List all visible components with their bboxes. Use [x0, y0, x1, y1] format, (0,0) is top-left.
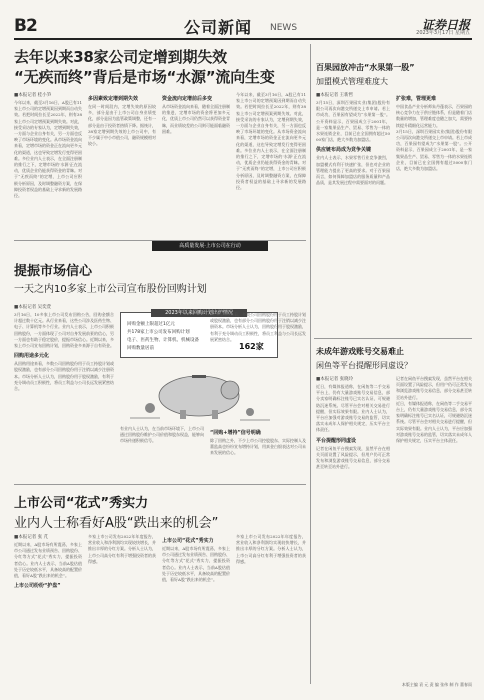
rule [314, 338, 472, 339]
flower-body: 近期以来，A股市场有所震荡，多家上市公司通过发布业绩预告、回购股份、分红等方式“花式”秀实力，提振投资者信心。业内人士表示，当前A股估值处于历史较低水平，具备较高的配置价值，看好A股“跌出来的机会”。 [14, 542, 82, 579]
flower-body-3: 近期以来，A股市场有所震荡，多家上市公司通过发布业绩预告、回购股份、分红等方式“花式”秀实力，提振投资者信心。业内人士表示，当前A股估值处于历史较低水平，具备较高的配置价值，看好A股“跌出来的机会”。 [162, 546, 230, 583]
right-bottom-headline-line2: 闲鱼等平台提醒形同虚设？ [316, 361, 412, 370]
rule [14, 484, 306, 485]
buyback-col-2 [120, 426, 204, 482]
right-bottom-headline-line1: 未成年游戏账号交易难止 [316, 347, 404, 356]
buyback-body-5: 从回购用途来看，多数公司回购股份用于员工持股计划或股权激励，也有部分公司回购股份用于注销以减少注册资本。市场分析人士认为，回购股份用于股权激励，有利于充分调动员工积极性，将员工利益与公司长远发展紧密结合。 [210, 312, 306, 342]
buyback-body-2: 从回购用途来看，多数公司回购股份用于员工持股计划或股权激励，也有部分公司回购股份用于注销以减少注册资本。市场分析人士认为，回购股份用于股权激励，有利于充分调动员工积极性，将员工利益与公司长远发展紧密结合。 [14, 361, 114, 392]
card-title: 2023年以来回购计划出炉情况 [151, 309, 247, 317]
flower-col-4 [236, 534, 306, 680]
buyback-body: 3月16日，10多家上市公司发布回购公告，回购金额合计超过数十亿元。从行业来看，这些公司涉及医药生物、电子、计算机等多个行业。业内人士表示，上市公司积极回购股份，一方面体现了公司对自身发展前景的信心，另一方面也有助于稳定股价，提振市场信心。近期以来，多家上市公司宣布回购计划，回购资金多来源于自有资金。 [14, 312, 114, 349]
page-number: B2 [14, 16, 37, 36]
flower-subhead: 上市公司纷纷“护盘” [14, 583, 61, 590]
issue-date: 2023年3月17日 星期五 [416, 30, 470, 36]
lead-col-2 [88, 92, 156, 238]
right-top-body-4: 3月15日，深圳百果园实业(集团)股份有限公司再次向港交所递交上市申请。若上市成功，百果园有望成为“水果第一股”。公开资料显示，百果园成立于2001年，是一家集果品生产、贸易、零售为一体的水果连锁企业，目前已在全国拥有超过5000家门店，绝大多数为加盟店。 [396, 128, 472, 172]
right-top-col-1 [316, 92, 390, 336]
buyback-subhead: 回购用途多元化 [14, 353, 50, 360]
buyback-headline-line2: 一天之内10多家上市公司宣布股份回购计划 [14, 284, 207, 295]
buyback-byline: ■本报记者 吴奕萱 [14, 305, 52, 310]
card-line: 回购金额上限超过1亿元 [127, 322, 175, 327]
right-top-body: 3月15日，深圳百果园实业(集团)股份有限公司再次向港交所递交上市申请。若上市成功，百果园有望成为“水果第一股”。公开资料显示，百果园成立于2001年，是一家集果品生产、贸易、零售为一体的水果连锁企业，目前已在全国拥有超过5000家门店，绝大多数为加盟店。 [316, 100, 390, 143]
newspaper-page [14, 14, 472, 692]
lead-headline-line2: “无疾而终”背后是市场“水源”流向生变 [14, 68, 275, 86]
buyback-headline-line1: 提振市场信心 [14, 264, 93, 279]
right-top-body-3: 中国食品产业分析师朱丹蓬表示，百果园的核心竞争力在于供应链体系，但是随着门店数量的增加，管理难度也随之加大，需要持续提升精细化运营能力。 [396, 104, 472, 128]
right-bottom-byline: ■本报记者 张晓玲 [316, 377, 354, 382]
flower-headline-line2: 业内人士称看好A股“跌出来的机会” [14, 516, 219, 531]
right-top-col-2 [396, 92, 472, 336]
right-top-headline-line2: 加盟模式管理难度大 [316, 77, 388, 86]
right-bottom-subhead: 平台提醒形同虚设 [316, 437, 357, 444]
lead-byline: ■本报记者 桂小笋 [14, 93, 52, 98]
column-divider [310, 44, 311, 684]
right-top-subhead: 供应链布局成为竞争关键 [316, 147, 372, 154]
lead-body: 今年以来，截至3月16日，A股已有11家上市公司的定增预案因到期而自动失效。若把时间拉长至2022年，则有38家上市公司定增预案到期失效。对此，接受采访的专家认为，定增到期失效，一方面与企业自身有关，另一方面也反映了市场环境的变化。从市场资金流向来看，定增市场的资金正在流向更多元化的渠道，这也导致定增发行变得更困难。多位业内人士表示，在全面注册制的推行之下，定增市场的'水源'正在流动，优质企业仍能获得资金的青睐。对于“无疾而终”的定增，上市公司应积极分析原因，及时调整融资方案，在保障投资者权益的基础上寻求新的发展路径。 [14, 100, 82, 199]
lead-subhead-2: 资金流向定增前后多变 [162, 96, 213, 102]
buyback-col-4 [210, 312, 306, 422]
flower-byline: ■本报记者 张 芃 [14, 535, 49, 540]
flower-body-4: 多家上市公司发布2022年年度报告，营业收入和净利润均实现较快增长，并推出丰厚的分红方案。分析人士认为，上市公司高分红有利于增强投资者的获得感。 [236, 534, 306, 564]
section-title: 公司新闻 [184, 18, 253, 37]
lead-col-1 [14, 92, 82, 238]
lead-headline-line1: 去年以来38家公司定增到期失效 [14, 48, 227, 66]
right-bottom-body-3: 记者在闲鱼平台搜索发现，虽然平台在相关页面设置了风险提示，但用户仍可正常发布和浏览游戏账号交易信息，部分交易甚至转至站外进行。 [396, 376, 472, 400]
right-top-headline-line1: 百果园放冲击“水果第一股” [316, 63, 415, 72]
column-banner: 高质量发展·上市公司在行动 [152, 241, 268, 251]
right-bottom-col-1 [316, 376, 390, 678]
buyback-body-4: 除了回购之外，不少上市公司控股股东、实际控制人及董监高也纷纷宣布增持计划，用真金白银表达对公司未来发展的信心。 [210, 438, 306, 456]
buyback-col-1 [14, 304, 114, 480]
flower-subhead-2: 上市公司“花式”秀实力 [162, 538, 214, 544]
lead-col-4 [236, 92, 306, 238]
paper-logo: 证券日报 [421, 18, 470, 32]
section-en: NEWS [270, 23, 298, 33]
editor-footer: 本版主编 袁 元 责 编 张伟 制 作 董春雨 [401, 682, 472, 687]
right-bottom-col-2 [396, 376, 472, 678]
lead-body-2: 在同一时间段内，定增失效的原因较多，部分是由于上市公司自身业绩变化，部分是因为监管政策调整，还有一部分是由于投资者热情下降。据统计，38家定增到期失效的上市公司中，有不少属于中小市值公司，融资规模相对较小。 [88, 104, 156, 147]
right-top-subhead-2: 扩张难，管理更难 [396, 96, 437, 102]
card-line: 电子、医药生物、计算机、机械设备 [127, 338, 199, 343]
lead-body-4: 今年以来，截至3月16日，A股已有11家上市公司的定增预案因到期而自动失效。若把时间拉长至2022年，则有38家上市公司定增预案到期失效。对此，接受采访的专家认为，定增到期失效，一方面与企业自身有关，另一方面也反映了市场环境的变化。从市场资金流向来看，定增市场的资金正在流向更多元化的渠道，这也导致定增发行变得更困难。多位业内人士表示，在全面注册制的推行之下，定增市场的'水源'正在流动，优质企业仍能获得资金的青睐。对于“无疾而终”的定增，上市公司应积极分析原因，及时调整融资方案，在保障投资者权益的基础上寻求新的发展路径。 [236, 92, 306, 191]
right-bottom-body: 近日，有媒体报道称，在闲鱼等二手交易平台上，仍有大量游戏账号交易信息，部分卖家明确标注账号已实名认证，可规避防沉迷系统。尽管平台会对相关交易进行提醒，但实际效果有限。业内人士认为，平台应加强对游戏账号交易的监管，切实落实未成年人保护相关规定，压实平台主体责任。 [316, 384, 390, 433]
card-highlight: 162家 [239, 342, 264, 351]
flower-headline-line1: 上市公司“花式”秀实力 [14, 496, 149, 511]
flower-col-2 [88, 534, 156, 680]
flower-body-2: 多家上市公司发布2022年年度报告，营业收入和净利润均实现较快增长，并推出丰厚的分红方案。分析人士认为，上市公司高分红有利于增强投资者的获得感。 [88, 534, 156, 564]
right-bottom-body-4: 近日，有媒体报道称，在闲鱼等二手交易平台上，仍有大量游戏账号交易信息，部分卖家明确标注账号已实名认证，可规避防沉迷系统。尽管平台会对相关交易进行提醒，但实际效果有限。业内人士认为，平台应加强对游戏账号交易的监管，切实落实未成年人保护相关规定，压实平台主体责任。 [396, 400, 472, 444]
page-header [14, 14, 472, 40]
right-bottom-body-2: 记者在闲鱼平台搜索发现，虽然平台在相关页面设置了风险提示，但用户仍可正常发布和浏览游戏账号交易信息，部分交易甚至转至站外进行。 [316, 445, 390, 470]
lead-col-3 [162, 92, 230, 238]
buyback-body-3: 有业内人士认为，在当前市场环境下，上市公司通过回购股份维护公司价值和股东权益，能够向市场传递积极信号。 [120, 426, 204, 444]
lead-body-3: 从市场资金流向来看，随着全面注册制的推进，定增市场的资金将更加多元化，优质上市公司仍然可以获得资金青睐，而业绩较差的公司则可能面临融资困难。 [162, 104, 230, 134]
card-line: 共178家上市公司发布回购计划 [127, 330, 190, 335]
buyback-subhead-2: “回购+增持”信号明确 [210, 430, 261, 436]
right-top-byline: ■本报记者 王新哲 [316, 93, 354, 98]
flower-col-3 [162, 534, 230, 680]
buyback-col-3 [210, 426, 306, 482]
flower-col-1 [14, 534, 82, 680]
right-top-body-2: 业内人士表示，水果零售行业竞争激烈，加盟模式有利于快速扩张，但也对企业的管理能力提出了更高的要求。对于百果园而言，如何保障加盟店的服务质量和产品品质，是其发展过程中需要面对的问题。 [316, 155, 390, 186]
lead-subhead: 多因素致定增到期失效 [88, 96, 139, 102]
card-line: 回购数量居前 [127, 346, 154, 351]
